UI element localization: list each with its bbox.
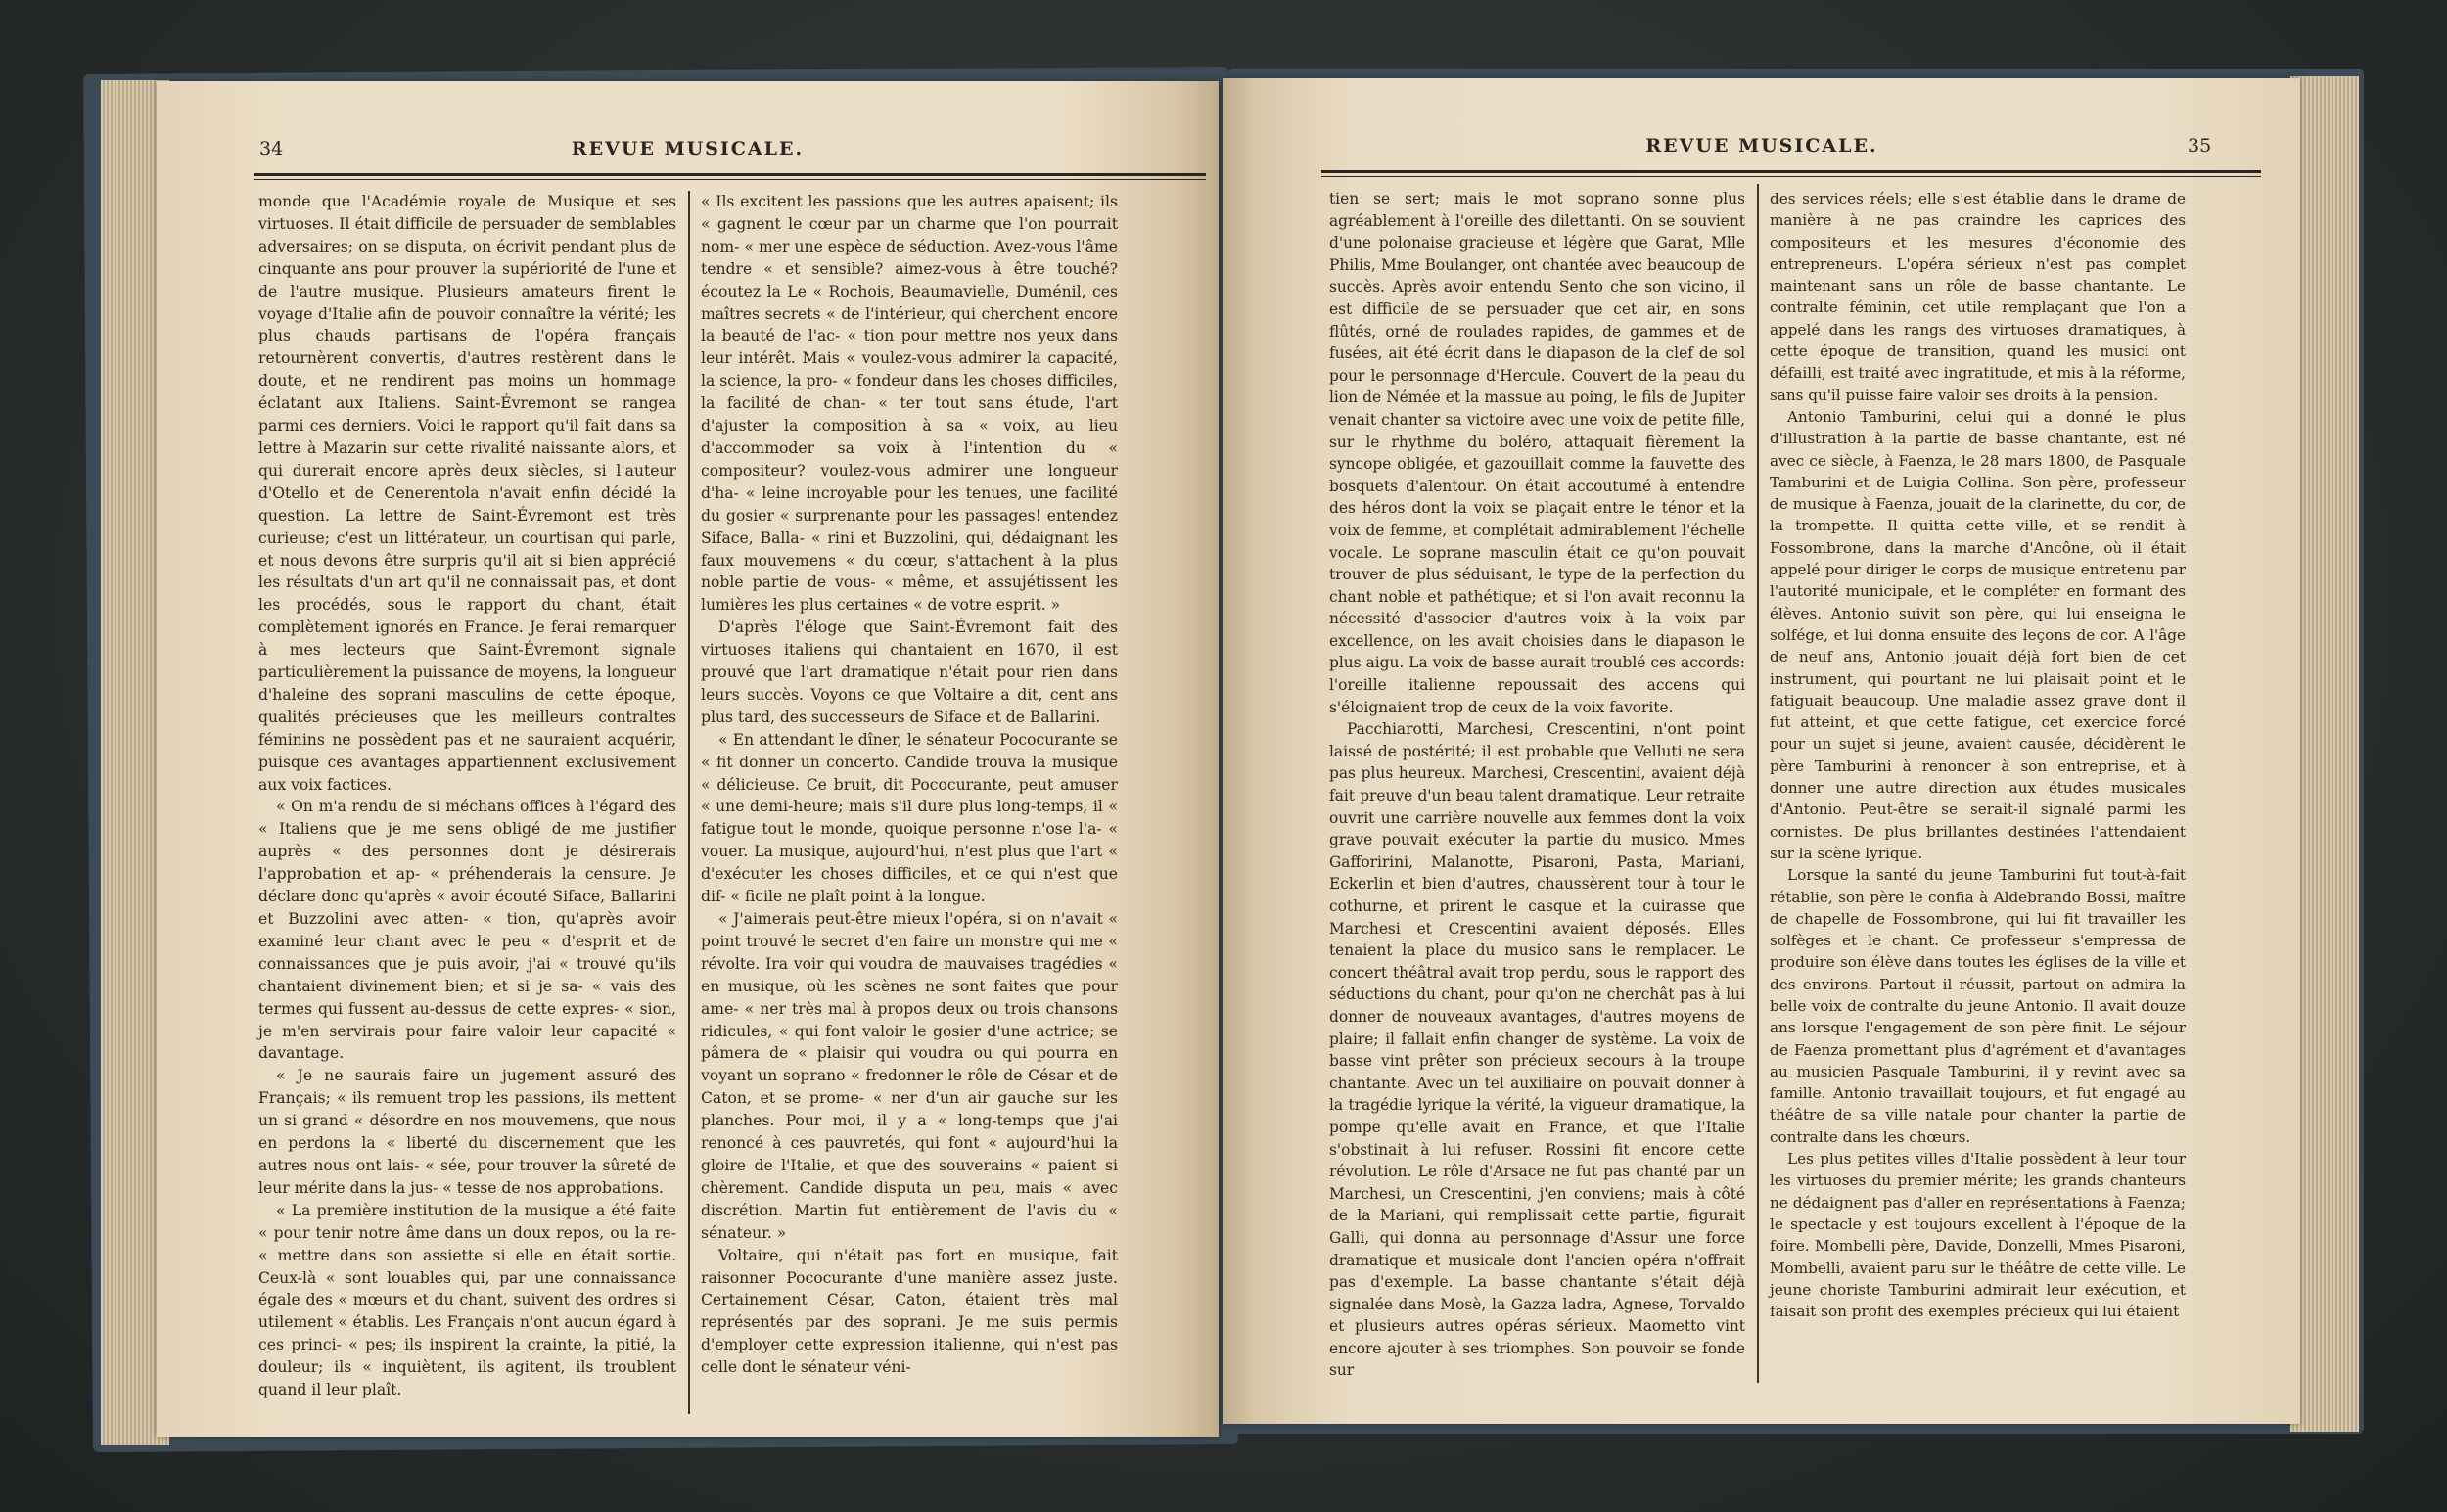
right-page-column-2: [1770, 188, 2186, 1322]
left-page-column-1: [258, 191, 676, 1401]
right-page: [1224, 78, 2300, 1424]
paragraph: tien se sert; mais le mot soprano sonne plus agréablement à l'oreille des dilettanti. On se souvient d'une polonaise gracieuse et légère que Garat, Mlle Philis, Mme Boulanger, ont chantée avec beaucoup de succès. Après avoir entendu Sento che son vicino, il est difficile de se persuader que cet air, en sons flûtés, orné de roulades rapides, de gammes et de fusées, ait été écrit dans le diapason de la clef de sol pour le personnage d'Hercule. Couvert de la peau du lion de Némée et la massue au poing, le fils de Jupiter venait chanter sa victoire avec une voix de petite fille, sur le rhythme du boléro, attaquait fièrement la syncope obligée, et gazouillait comme la fauvette des bosquets d'alentour. On était accoutumé à entendre des héros dont la voix se plaçait entre le ténor et la voix de femme, et complétait admirablement l'échelle vocale. Le soprane masculin était ce qu'on pouvait trouver de plus séduisant, le type de la perfection du chant noble et pathétique; et si l'on avait reconnu la nécessité d'associer d'autres voix à la voix par excellence, on les avait choisies dans le diapason le plus aigu. La voix de basse aurait troublé ces accords: l'oreille italienne repoussait des accens qui s'éloignaient trop de ceux de la voix favorite.: [1329, 190, 1745, 716]
paragraph: Voltaire, qui n'était pas fort en musique, fait raisonner Pococurante d'une manière assez juste. Certainement César, Caton, étaient très mal représentés par des soprani. Je me suis permis d'employer cette expression italienne, qui n'est pas celle dont le sénateur véni-: [701, 1246, 1118, 1377]
paragraph: « En attendant le dîner, le sénateur Pococurante se « fit donner un concerto. Candide trouva la musique « délicieuse. Ce bruit, dit Pococurante, peut amuser « une demi-heure; mais s'il dure plus long-temps, il « fatigue tout le monde, quoique personne n'ose l'a- « vouer. La musique, aujourd'hui, n'est plus que l'art « d'exécuter les choses difficiles, et ce qui n'est que dif- « ficile ne plaît point à la longue.: [701, 730, 1118, 906]
running-title: REVUE MUSICALE.: [571, 138, 805, 160]
left-page-column-2: [701, 191, 1118, 1379]
paragraph: « J'aimerais peut-être mieux l'opéra, si on n'avait « point trouvé le secret d'en faire un monstre qui me « révolte. Ira voir qui voudra de mauvaises tragédies « en musique, où les scènes ne sont faites que pour ame- « ner très mal à propos deux ou trois chansons ridicules, « qui font valoir le gosier d'une actrice; se pâmera de « plaisir qui voudra ou qui pourra en voyant un soprano « fredonner le rôle de César et de Caton, et se prome- « ner d'un air gauche sur les planches. Pour moi, il y a « long-temps que j'ai renoncé à ces pauvretés, qui font « aujourd'hui la gloire de l'Italie, et que des souverains « paient si chèrement. Candide disputa un peu, mais « avec discrétion. Martin fut entièrement de l'avis du « sénateur. »: [701, 910, 1118, 1242]
header-rule-thin: [254, 179, 1206, 180]
paragraph: monde que l'Académie royale de Musique et ses virtuoses. Il était difficile de persuader de semblables adversaires; on se disputa, on écrivit pendant plus de cinquante ans pour prouver la supériorité de l'une et de l'autre musique. Plusieurs amateurs firent le voyage d'Italie afin de pouvoir connaître la vérité; les plus chauds partisans de l'opéra français retournèrent convertis, d'autres restèrent dans le doute, et ne rendirent pas moins un hommage éclatant aux Italiens. Saint-Évremont se rangea parmi ces derniers. Voici le rapport qu'il fait dans sa lettre à Mazarin sur cette rivalité naissante alors, et qui durerait encore après deux siècles, si l'auteur d'Otello et de Cenerentola n'avait enfin décidé la question. La lettre de Saint-Évremont est très curieuse; c'est un littérateur, un courtisan qui parle, et nous devons être surpris qu'il ait si bien apprécié les résultats d'un art qu'il ne connaissait pas, et dont les procédés, sous le rapport du chant, était complètement ignorés en France. Je ferai remarquer à mes lecteurs que Saint-Évremont signale particulièrement la puissance de moyens, la longueur d'haleine des soprani masculins de cette époque, qualités précieuses que les meilleurs contraltes féminins ne possèdent pas et ne sauraient acquérir, puisque ces avantages appartiennent exclusivement aux voix factices.: [258, 193, 676, 794]
paragraph: « Ils excitent les passions que les autres apaisent; ils « gagnent le cœur par un charme que l'on pourrait nom- « mer une espèce de séduction. Avez-vous l'âme tendre « et sensible? aimez-vous à être touché? écoutez la Le « Rochois, Beaumavielle, Duménil, ces maîtres secrets « de l'intérieur, qui cherchent encore la beauté de l'ac- « tion pour mettre nos yeux dans leur intérêt. Mais « voulez-vous admirer la capacité, la science, la pro- « fondeur dans les choses difficiles, la facilité de chan- « ter tout sans étude, l'art d'ajuster la composition à sa « voix, au lieu d'accommoder sa voix à l'intention du « compositeur? voulez-vous admirer une longueur d'ha- « leine incroyable pour les tenues, une facilité du gosier « surprenante pour les passages! entendez Siface, Balla- « rini et Buzzolini, qui, dédaignant les faux mouvemens « du cœur, s'attachent à la plus noble partie de vous- « même, et assujétissent les lumières les plus certaines « de votre esprit. »: [701, 193, 1118, 615]
paragraph: Pacchiarotti, Marchesi, Crescentini, n'ont point laissé de postérité; il est probable que Velluti ne sera pas plus heureux. Marchesi, Crescentini, avaient déjà fait preuve d'un beau talent dramatique. Leur retraite ouvrit une carrière nouvelle aux femmes dont la voix grave pouvait exécuter la partie du musico. Mmes Gafforirini, Malanotte, Pisaroni, Pasta, Mariani, Eckerlin et bien d'autres, chaussèrent tour à tour le cothurne, et prirent le casque et la cuirasse que Marchesi et Crescentini avaient déposés. Elles tenaient la place du musico sans le remplacer. Le concert théâtral avait trop perdu, sous le rapport des séductions du chant, pour qu'on ne cherchât pas à lui donner de nouveaux avantages, d'autres moyens de plaire; il fallait enfin changer de système. La voix de basse vint prêter son précieux secours à la troupe chantante. Avec un tel auxiliaire on pouvait donner à la tragédie lyrique la vérité, la vigueur dramatique, la pompe qu'elle avait en France, et que l'Italie s'obstinait à lui refuser. Rossini fit encore cette révolution. Le rôle d'Arsace ne fut pas chanté par un Marchesi, un Crescentini, j'en conviens; mais à côté de la Mariani, qui remplissait cette partie, figurait Galli, qui donna au personnage d'Assur une force dramatique et musicale dont l'ancien opéra n'offrait pas d'exemple. La basse chantante s'était déjà signalée dans Mosè, la Gazza ladra, Agnese, Torvaldo et plusieurs autres opéras sérieux. Maometto vint encore ajouter à ses triomphes. Son pouvoir se fonde sur: [1329, 720, 1745, 1380]
column-divider: [1757, 184, 1759, 1383]
header-rule-thin: [1321, 176, 2261, 177]
header-rule: [1321, 170, 2261, 173]
right-page-header: [1224, 135, 2300, 174]
paragraph: Les plus petites villes d'Italie possèdent à leur tour les virtuoses du premier mérite; les grands chanteurs ne dédaignent pas d'aller en représentations à Faenza; le spectacle y est toujours excellent à l'époque de la foire. Mombelli père, Davide, Donzelli, Mmes Pisaroni, Mombelli, avaient paru sur le théâtre de cette ville. Le jeune choriste Tamburini admirait leur exécution, et faisait son profit des exemples précieux qui lui étaient: [1770, 1150, 2186, 1321]
page-number: 35: [2188, 135, 2212, 157]
right-page-column-1: [1329, 188, 1745, 1382]
paragraph: Antonio Tamburini, celui qui a donné le plus d'illustration à la partie de basse chantante, est né avec ce siècle, à Faenza, le 28 mars 1800, de Pasquale Tamburini et de Luigia Collina. Son père, professeur de musique à Faenza, jouait de la clarinette, du cor, de la trompette. Il quitta cette ville, et se rendit à Fossombrone, dans la marche d'Ancône, où il était appelé pour diriger le corps de musique entretenu par l'autorité municipale, et le compléter en formant des élèves. Antonio suivit son père, qui lui enseigna le solfége, et lui donna ensuite des leçons de cor. A l'âge de neuf ans, Antonio jouait déjà fort bien de cet instrument, qui pourtant ne lui plaisait point et le fatiguait beaucoup. Une maladie assez grave dont il fut atteint, et que cette fatigue, cet exercice forcé pour un sujet si jeune, avaient causée, décidèrent le père Tamburini à renoncer à son entreprise, et à donner une autre direction aux études musicales d'Antonio. Peut-être se serait-il signalé parmi les cornistes. De plus brillantes destinées l'attendaient sur la scène lyrique.: [1770, 407, 2186, 862]
running-title: REVUE MUSICALE.: [1645, 135, 1878, 157]
column-divider: [688, 191, 690, 1414]
left-page: [157, 81, 1219, 1437]
page-edges-right: [2290, 76, 2359, 1432]
header-rule: [254, 173, 1206, 176]
left-page-header: [157, 138, 1219, 177]
paragraph: D'après l'éloge que Saint-Évremont fait des virtuoses italiens qui chantaient en 1670, il est prouvé que l'art dramatique n'était pour rien dans leurs succès. Voyons ce que Voltaire a dit, cent ans plus tard, des successeurs de Siface et de Ballarini.: [701, 619, 1118, 726]
paragraph: Lorsque la santé du jeune Tamburini fut tout-à-fait rétablie, son père le confia à Aldebrando Bossi, maître de chapelle de Fossombrone, qui lui fit travailler les solfèges et le chant. Ce professeur s'empressa de produire son élève dans toutes les églises de la ville et des environs. Partout il réussit, partout on admira la belle voix de contralte du jeune Antonio. Il avait douze ans lorsque l'engagement de son père finit. Le séjour de Faenza promettant plus d'agrément et d'avantages au musicien Pasquale Tamburini, il y revint avec sa famille. Antonio travaillait toujours, et fut engagé au théâtre de sa ville natale pour chanter la partie de contralte dans les chœurs.: [1770, 866, 2186, 1146]
paragraph: « On m'a rendu de si méchans offices à l'égard des « Italiens que je me sens obligé de me justifier auprès « des personnes dont je désirerais l'approbation et ap- « préhenderais la censure. Je déclare donc qu'après « avoir écouté Siface, Ballarini et Buzzolini avec atten- « tion, qu'après avoir examiné leur chant avec le peu « d'esprit et de connaissances que je puis avoir, j'ai « trouvé qu'ils chantaient divinement bien; et si je sa- « vais des termes qui fussent au-dessus de cette expres- « sion, je m'en servirais pour faire valoir leur capacité « davantage.: [258, 798, 676, 1063]
paragraph: « Je ne saurais faire un jugement assuré des Français; « ils remuent trop les passions, ils mettent un si grand « désordre en nos mouvemens, que nous en perdons la « liberté du discernement que les autres nous ont lais- « sée, pour trouver la sûreté de leur mérite dans la jus- « tesse de nos approbations.: [258, 1067, 676, 1197]
page-number: 34: [259, 138, 284, 160]
paragraph: « La première institution de la musique a été faite « pour tenir notre âme dans un doux repos, ou la re- « mettre dans son assiette si elle en était sortie. Ceux-là « sont louables qui, par une connaissance égale des « mœurs et du chant, suivent des ordres si utilement « établis. Les Français n'ont aucun égard à ces princi- « pes; ils inspirent la crainte, la pitié, la douleur; ils « inquiètent, ils agitent, ils troublent quand il leur plaît.: [258, 1201, 676, 1399]
paragraph: des services réels; elle s'est établie dans le drame de manière à ne pas craindre les caprices des compositeurs et les mesures d'économie des entrepreneurs. L'opéra sérieux n'est pas complet maintenant sans un rôle de basse chantante. Le contralte féminin, cet utile remplaçant que l'on a appelé dans les rangs des virtuoses dramatiques, à cette époque de transition, quand les musici ont défailli, est traité avec ingratitude, et mis à la réforme, sans qu'il puisse faire valoir ses droits à la pension.: [1770, 190, 2186, 404]
